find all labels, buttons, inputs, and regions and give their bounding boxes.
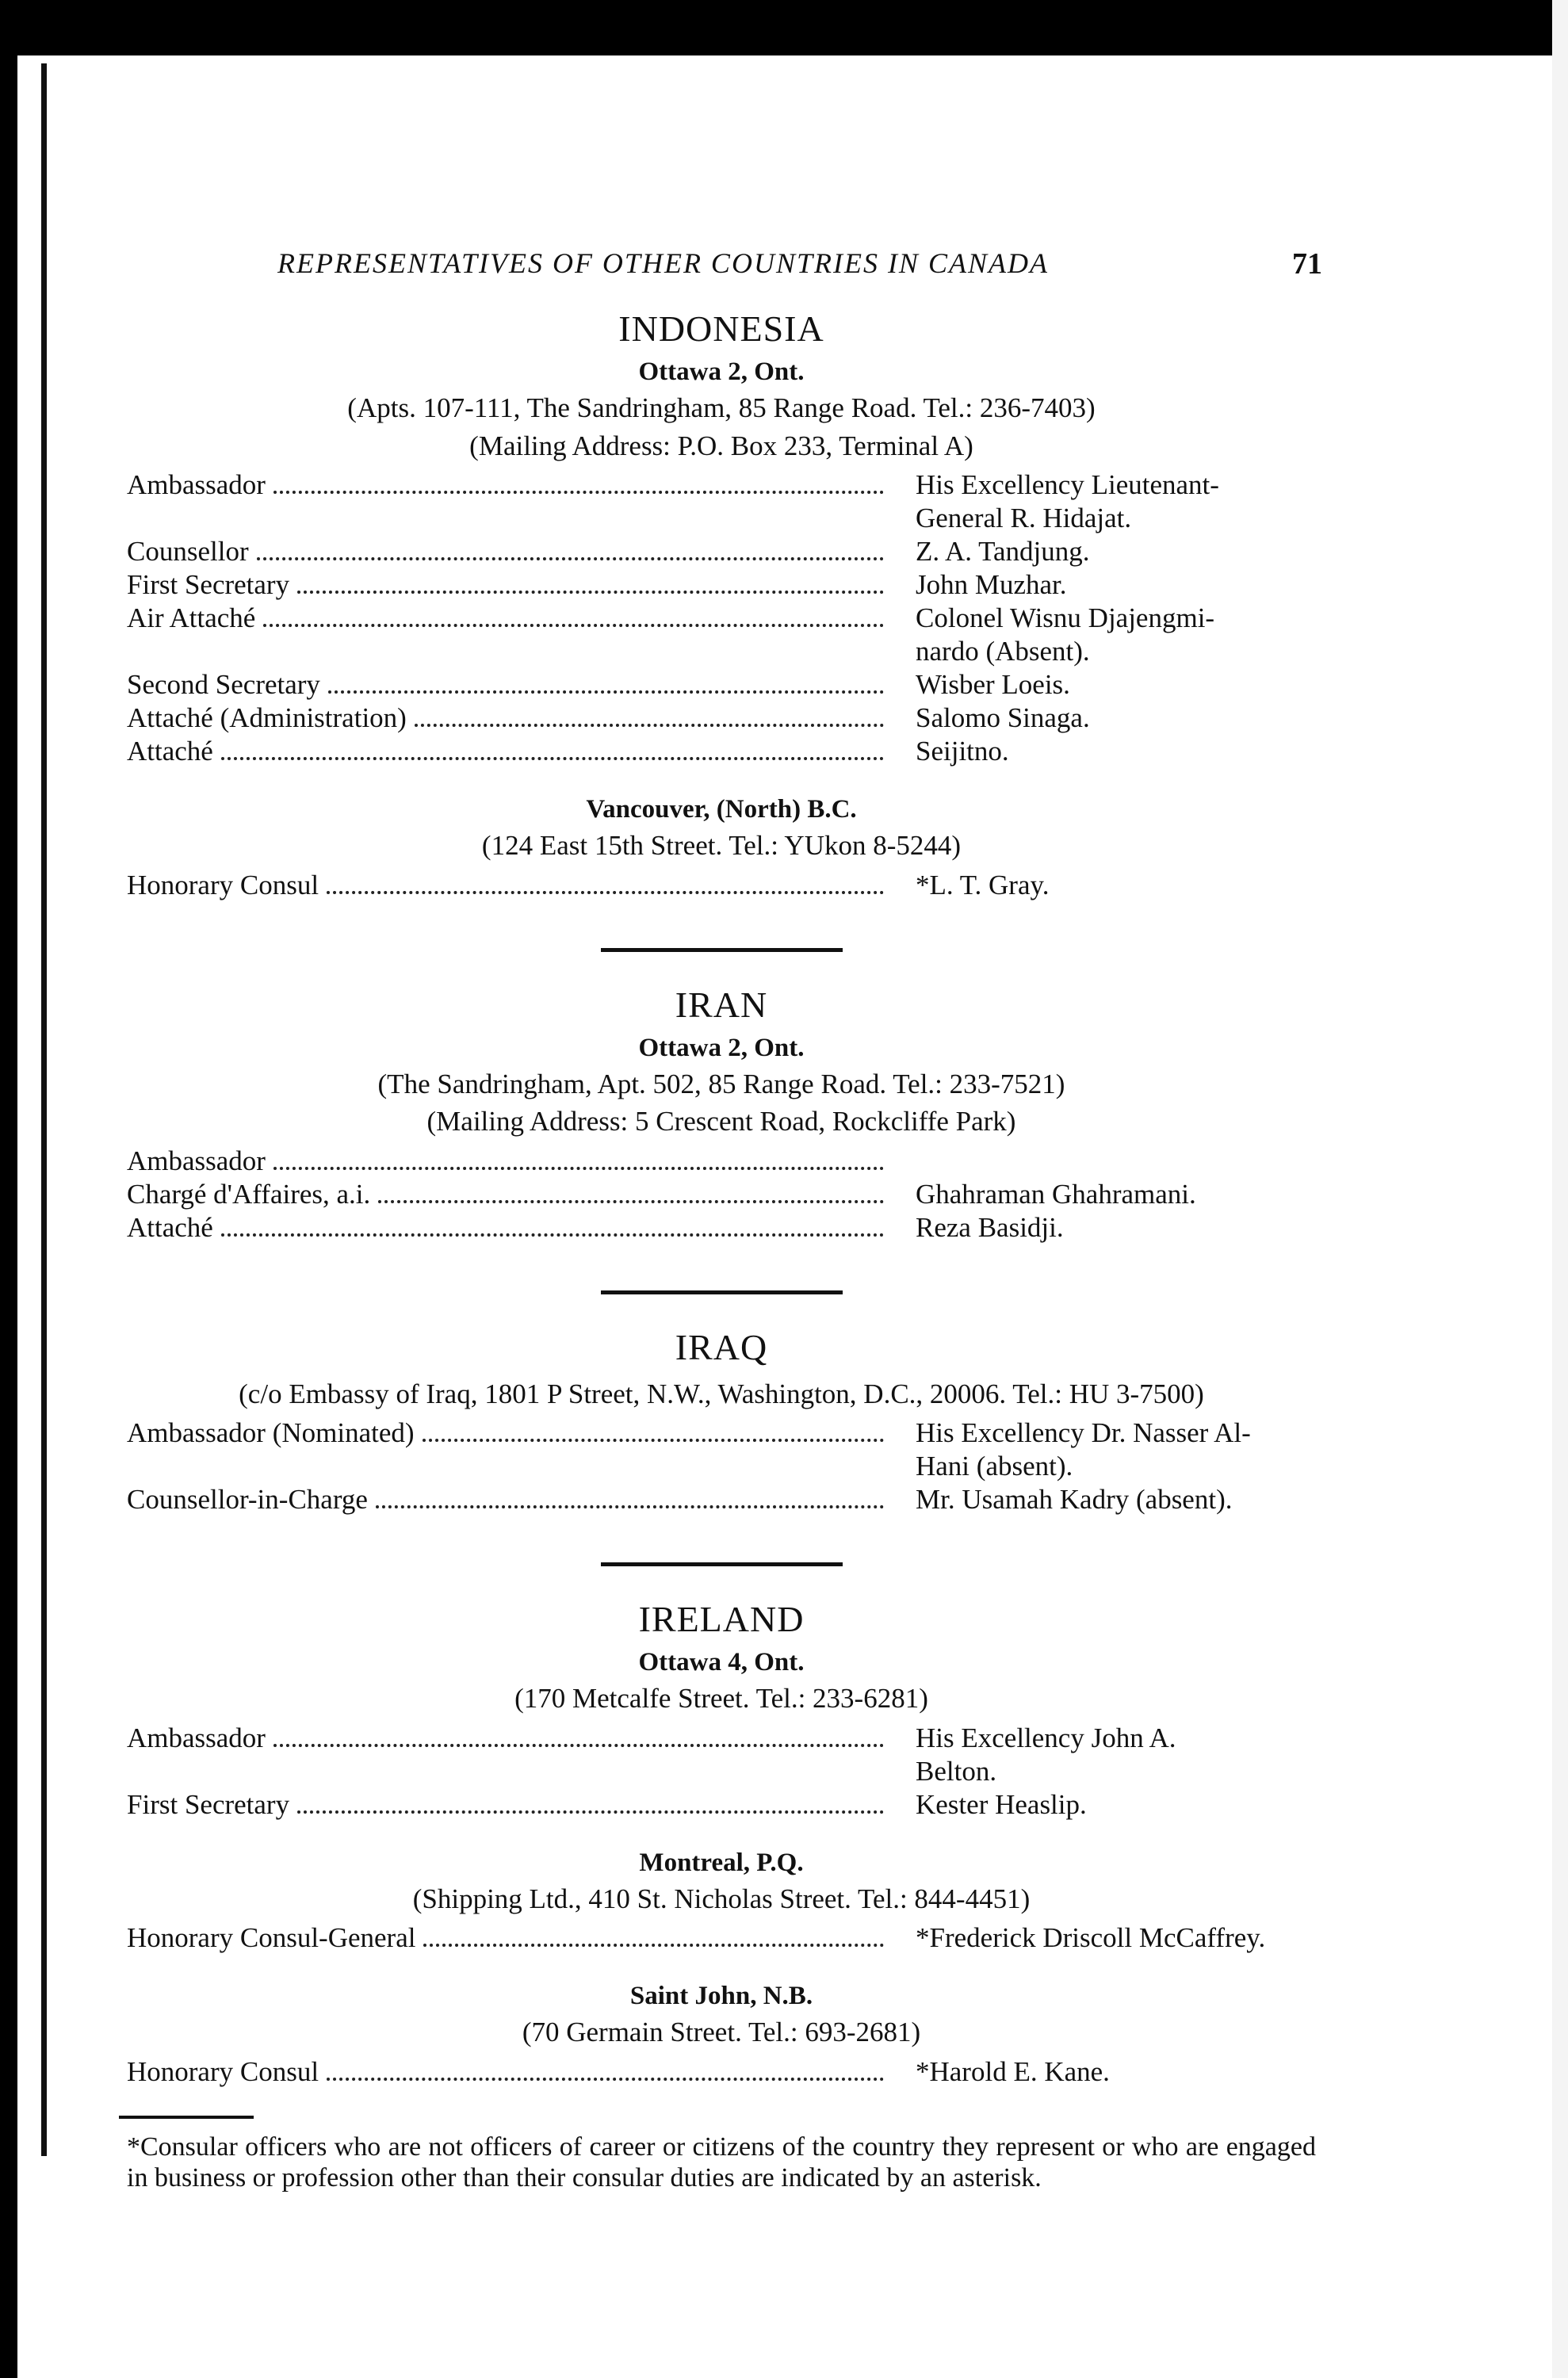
dot-leader — [273, 1167, 884, 1170]
entry-name: Mr. Usamah Kadry (absent). — [916, 1484, 1233, 1515]
entry-role: Air Attaché — [127, 602, 256, 633]
dot-leader — [297, 1810, 884, 1814]
entry-name: John Muzhar. — [916, 569, 1067, 600]
dot-leader — [415, 724, 884, 727]
binding-rule — [41, 63, 47, 2156]
entry-row — [127, 1921, 1316, 1955]
city-heading: Saint John, N.B. — [629, 1982, 813, 2010]
address-line: (70 Germain Street. Tel.: 693-2681) — [522, 2017, 921, 2047]
entry-name: *Frederick Driscoll McCaffrey. — [916, 1922, 1266, 1953]
entry-row — [127, 602, 1316, 668]
page-number: 71 — [1292, 247, 1322, 281]
running-title: REPRESENTATIVES OF OTHER COUNTRIES IN CANADA — [277, 247, 1049, 279]
section-ireland — [127, 1598, 1316, 2089]
entry-row — [127, 1788, 1316, 1822]
page-content — [127, 301, 1316, 2193]
dot-leader — [257, 557, 884, 560]
entry-role: First Secretary — [127, 569, 290, 600]
page-header — [127, 240, 1322, 288]
footnote: *Consular officers who are not officers of career or citizens of the country they represent or who are engaged in business or profession other than their consular duties are indicated by an asterisk. — [127, 2131, 1316, 2193]
section-divider — [601, 1562, 843, 1566]
entry-row — [127, 1722, 1316, 1788]
entry-role: Honorary Consul — [127, 869, 319, 900]
entry-row — [127, 1145, 1316, 1178]
city-heading: Ottawa 2, Ont. — [638, 357, 805, 386]
section-indonesia — [127, 308, 1316, 902]
scan-top-border — [0, 0, 1568, 55]
address-line: (The Sandringham, Apt. 502, 85 Range Road. Tel.: 233-7521) — [377, 1068, 1065, 1099]
dot-leader — [327, 891, 884, 894]
entry-row — [127, 1178, 1316, 1211]
entry-role: Honorary Consul-General — [127, 1922, 416, 1953]
entry-role: Second Secretary — [127, 669, 320, 700]
entry-name: Wisber Loeis. — [916, 669, 1070, 700]
entry-list — [127, 1722, 1316, 1822]
entry-row — [127, 702, 1316, 735]
entry-role: Counsellor-in-Charge — [127, 1484, 368, 1515]
entry-role: Counsellor — [127, 536, 249, 567]
country-title: IRAN — [675, 984, 768, 1025]
dot-leader — [221, 757, 884, 760]
dot-leader — [297, 591, 884, 594]
entry-role: Ambassador — [127, 1722, 266, 1753]
entry-list — [127, 2055, 1316, 2089]
entry-list — [127, 1921, 1316, 1955]
entry-name: Seijitno. — [916, 736, 1009, 767]
dot-leader — [423, 1944, 884, 1947]
section-iran — [127, 984, 1316, 1244]
address-line: (Shipping Ltd., 410 St. Nicholas Street. Tel.: 844-4451) — [412, 1883, 1031, 1914]
dot-leader — [376, 1505, 884, 1508]
entry-role: Attaché (Administration) — [127, 702, 407, 733]
entry-role: First Secretary — [127, 1788, 290, 1820]
entry-row — [127, 1483, 1316, 1516]
section-iraq — [127, 1326, 1316, 1517]
entry-row — [127, 735, 1316, 768]
scan-left-border — [0, 0, 17, 2378]
entry-list — [127, 869, 1316, 902]
entry-row — [127, 568, 1316, 602]
country-title: IRAQ — [675, 1326, 768, 1367]
dot-leader — [327, 2078, 884, 2081]
entry-row — [127, 668, 1316, 702]
entry-role: Attaché — [127, 1211, 213, 1243]
address-line: (Apts. 107-111, The Sandringham, 85 Range Road. Tel.: 236-7403) — [347, 392, 1096, 423]
mailing-address-line: (Mailing Address: P.O. Box 233, Terminal A) — [469, 430, 973, 461]
dot-leader — [378, 1200, 884, 1203]
entry-row — [127, 869, 1316, 902]
entry-name: Colonel Wisnu Djajengmi- nardo (Absent). — [916, 602, 1215, 667]
entry-name: *L. T. Gray. — [916, 869, 1050, 900]
entry-name: His Excellency John A. Belton. — [916, 1722, 1176, 1787]
entry-row — [127, 535, 1316, 568]
entry-row — [127, 2055, 1316, 2089]
entry-role: Chargé d'Affaires, a.i. — [127, 1178, 371, 1210]
entry-name: Ghahraman Ghahramani. — [916, 1178, 1196, 1210]
dot-leader — [263, 624, 884, 627]
mailing-address-line: (Mailing Address: 5 Crescent Road, Rockcliffe Park) — [426, 1106, 1016, 1137]
footnote-rule — [119, 2116, 254, 2119]
city-heading: Ottawa 4, Ont. — [638, 1648, 805, 1676]
entry-list — [127, 1145, 1316, 1244]
entry-role: Ambassador — [127, 469, 266, 500]
entry-row — [127, 468, 1316, 535]
dot-leader — [273, 491, 884, 494]
city-heading: Ottawa 2, Ont. — [638, 1033, 805, 1062]
section-divider — [601, 948, 843, 952]
scan-right-edge — [1552, 0, 1568, 2378]
entry-name: Reza Basidji. — [916, 1211, 1064, 1243]
entry-role: Ambassador — [127, 1145, 266, 1176]
entry-name: His Excellency Dr. Nasser Al- Hani (absent). — [916, 1417, 1251, 1481]
city-heading: Vancouver, (North) B.C. — [586, 795, 857, 824]
dot-leader — [328, 690, 884, 694]
entry-role: Honorary Consul — [127, 2055, 319, 2087]
entry-role: Ambassador (Nominated) — [127, 1417, 415, 1448]
entry-list — [127, 1416, 1316, 1516]
entry-row — [127, 1211, 1316, 1244]
address-line: (170 Metcalfe Street. Tel.: 233-6281) — [514, 1683, 928, 1714]
entry-name: His Excellency Lieutenant- General R. Hidajat. — [916, 469, 1219, 533]
dot-leader — [423, 1439, 884, 1442]
entry-name: *Harold E. Kane. — [916, 2055, 1110, 2087]
address-line: (c/o Embassy of Iraq, 1801 P Street, N.W., Washington, D.C., 20006. Tel.: HU 3-7500) — [239, 1378, 1204, 1409]
dot-leader — [273, 1744, 884, 1747]
address-line: (124 East 15th Street. Tel.: YUkon 8-5244) — [481, 830, 962, 861]
entry-row — [127, 1416, 1316, 1483]
city-heading: Montreal, P.Q. — [639, 1848, 804, 1877]
entry-name: Salomo Sinaga. — [916, 702, 1090, 733]
dot-leader — [221, 1233, 884, 1237]
country-title: IRELAND — [638, 1599, 805, 1639]
country-title: INDONESIA — [618, 308, 824, 349]
entry-name: Z. A. Tandjung. — [916, 536, 1090, 567]
section-divider — [601, 1290, 843, 1294]
entry-name: Kester Heaslip. — [916, 1788, 1087, 1820]
entry-role: Attaché — [127, 736, 213, 767]
entry-list — [127, 468, 1316, 768]
